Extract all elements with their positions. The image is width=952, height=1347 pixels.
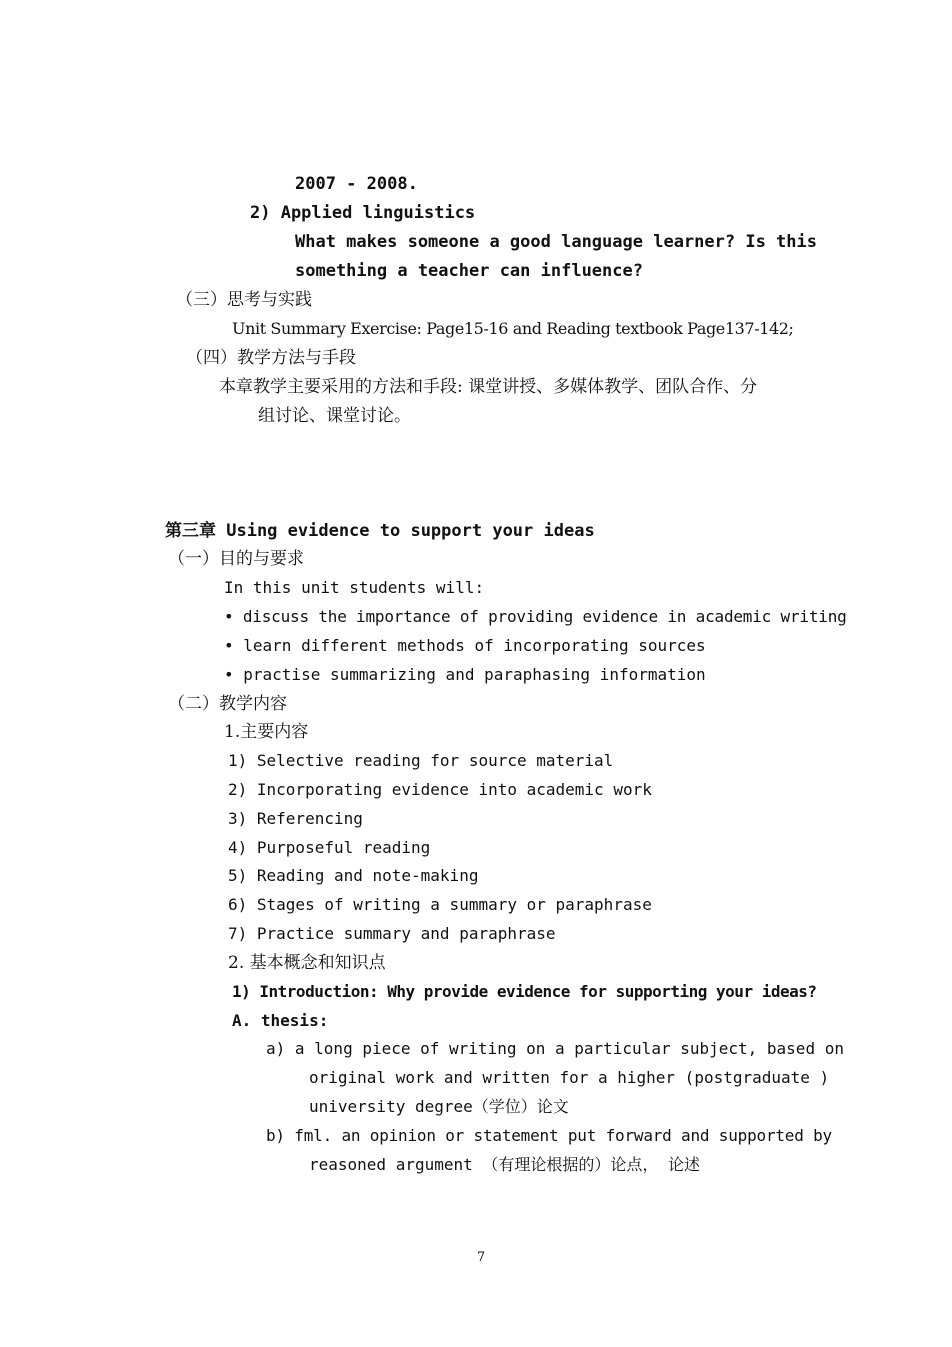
thesis-definition-b: reasoned argument （有理论根据的）论点， 论述 [309, 1155, 701, 1174]
main-content-item: 5) Reading and note-making [228, 866, 479, 885]
main-content-item: 1) Selective reading for source material [228, 751, 614, 770]
objective-bullet: • learn different methods of incorporating sources [224, 636, 706, 655]
main-content-item: 4) Purposeful reading [228, 838, 431, 857]
thesis-definition-a: university degree（学位）论文 [309, 1097, 569, 1116]
main-content-item: 6) Stages of writing a summary or paraphrase [228, 895, 652, 914]
objectives-heading: （一）目的与要求 [168, 549, 304, 569]
main-content-item: 7) Practice summary and paraphrase [228, 924, 556, 943]
objective-bullet: • discuss the importance of providing evidence in academic writing [224, 607, 847, 626]
applied-question-line-1: What makes someone a good language learner? Is this [295, 232, 817, 252]
main-content-item: 2) Incorporating evidence into academic work [228, 780, 652, 799]
objective-bullet: • practise summarizing and paraphasing information [224, 665, 706, 684]
main-content-item: 3) Referencing [228, 809, 363, 828]
introduction-question: 1) Introduction: Why provide evidence for supporting your ideas? [232, 982, 817, 1001]
page-number: 7 [476, 1250, 486, 1265]
main-content-heading: 1.主要内容 [224, 722, 309, 742]
content-heading: （二）教学内容 [168, 694, 287, 714]
objectives-intro: In this unit students will: [224, 578, 485, 597]
thesis-definition-b: b) fml. an opinion or statement put forward and supported by [266, 1126, 832, 1145]
thesis-definition-a: original work and written for a higher (postgraduate ) [309, 1068, 830, 1087]
methods-line-1: 本章教学主要采用的方法和手段: 课堂讲授、多媒体教学、团队合作、分 [219, 377, 758, 397]
thesis-definition-a: a) a long piece of writing on a particular subject, based on [266, 1039, 844, 1058]
practice-text: Unit Summary Exercise: Page15-16 and Reading textbook Page137-142; [232, 319, 794, 338]
applied-question-line-2: something a teacher can influence? [295, 261, 643, 281]
methods-heading: （四）教学方法与手段 [186, 348, 356, 368]
applied-linguistics-heading: 2) Applied linguistics [250, 203, 476, 223]
thesis-heading: A. thesis: [232, 1011, 329, 1030]
methods-line-2: 组讨论、课堂讨论。 [258, 406, 411, 426]
concepts-heading: 2. 基本概念和知识点 [228, 953, 386, 973]
practice-heading: （三）思考与实践 [176, 290, 312, 310]
chapter-title: 第三章 Using evidence to support your ideas [165, 521, 595, 541]
years-line: 2007 - 2008. [295, 174, 418, 194]
